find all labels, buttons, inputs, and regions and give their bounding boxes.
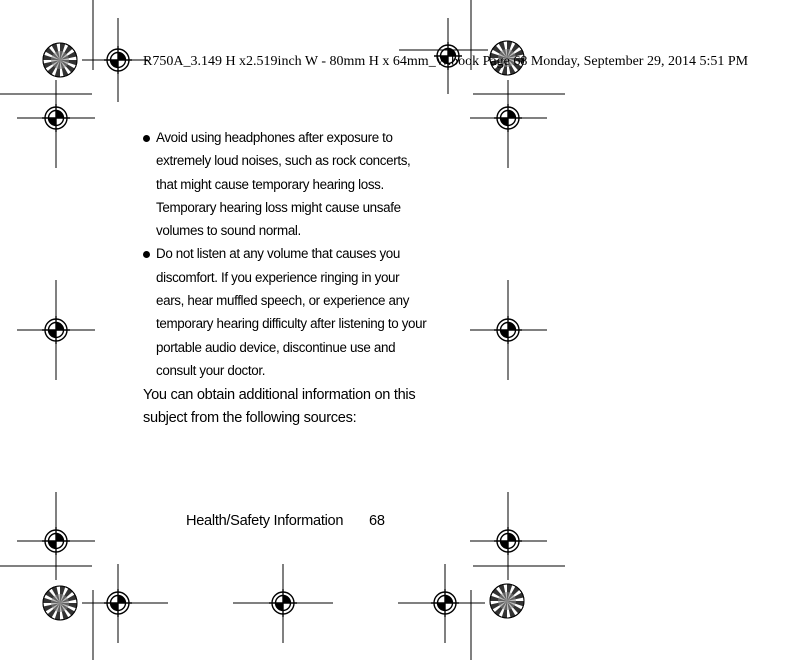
- star-target-top-left: [43, 43, 77, 77]
- page-content: [143, 126, 428, 445]
- printer-slug-line: R750A_3.149 H x2.519inch W - 80mm H x 64mm_W.book Page 68 Monday, September 29, 2014 5:51 PM: [143, 54, 749, 69]
- bullet-text: Do not listen at any volume that causes you discomfort. If you experience ringing in your ears, hear muffled speech, or experience any temporary hearing difficulty after listening to your portable audio device, discontinue use and consult your doctor.: [156, 246, 427, 378]
- footer-section-title: Health/Safety Information: [186, 513, 344, 529]
- additional-info-paragraph: You can obtain additional information on this subject from the following sources:: [143, 387, 416, 427]
- star-target-bottom-left: [43, 586, 77, 620]
- footer-page-number: 68: [369, 513, 385, 529]
- bullet-text: Avoid using headphones after exposure to extremely loud noises, such as rock concerts, that might cause temporary hearing loss. Temporary hearing loss might cause unsafe volumes to sound normal.: [156, 130, 411, 239]
- safety-bullet-list: [143, 126, 428, 382]
- bullet-item-headphones-exposure: [143, 126, 428, 242]
- bullet-item-volume-discomfort: [143, 242, 428, 382]
- bullet-dot-icon: [143, 135, 150, 142]
- star-target-bottom-right: [490, 584, 524, 618]
- bullet-dot-icon: [143, 251, 150, 258]
